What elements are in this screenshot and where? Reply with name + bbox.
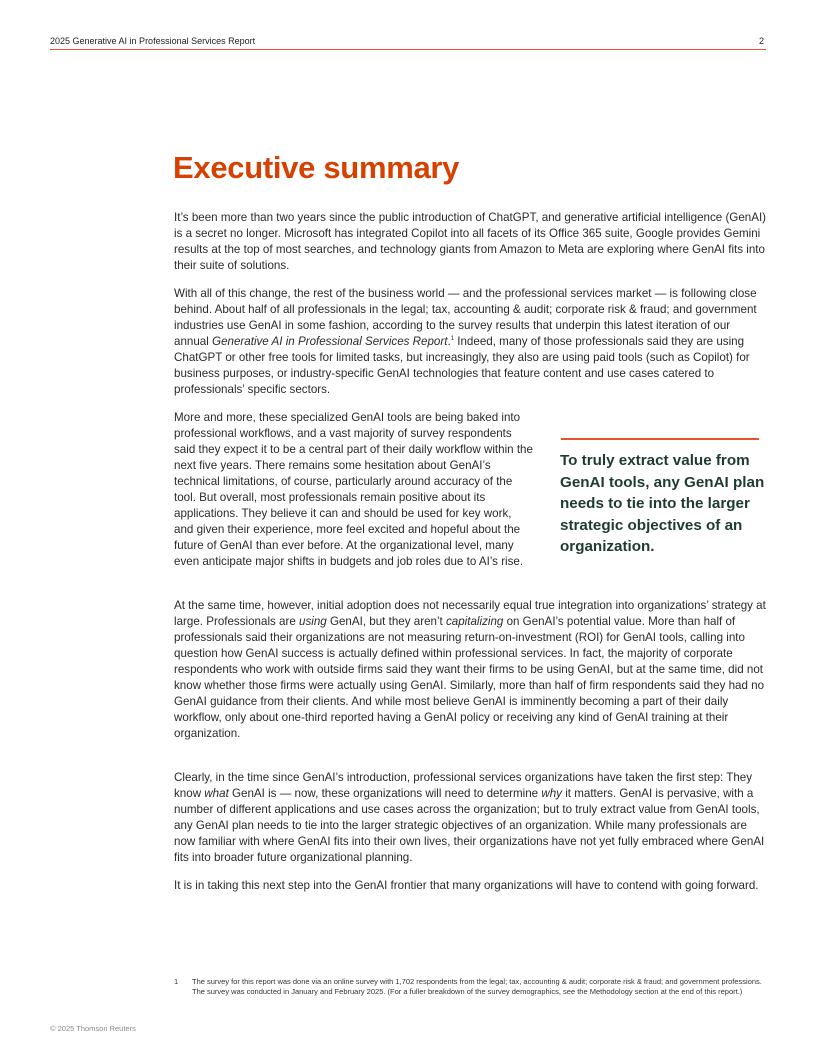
emphasis-using: using [299, 615, 327, 628]
paragraph-integration [174, 598, 768, 742]
text-run: GenAI is — now, these organizations will need to determine [228, 787, 542, 800]
footnote-number: 1 [174, 977, 179, 986]
pull-quote-rule [561, 438, 759, 440]
emphasis-capitalizing: capitalizing [445, 615, 504, 628]
text-run: Clearly, in the time since GenAI’s introduction, professional services organizations have taken the first step: They know [174, 771, 753, 800]
report-title-italic: Generative AI in Professional Services Report [212, 335, 448, 348]
page-title: Executive summary [173, 150, 460, 185]
text-run: At the same time, however, initial adoption does not necessarily equal true integration into organizations’ strategy at large. Professionals are [174, 599, 766, 628]
text-run: . [447, 335, 451, 348]
paragraph-closing: It is in taking this next step into the GenAI frontier that many organizations will have to contend with going forward. [174, 879, 759, 892]
emphasis-why: why [541, 787, 562, 800]
paragraph-intro: It’s been more than two years since the public introduction of ChatGPT, and generative artificial intelligence (GenAI) is a secret no longer. Microsoft has integrated Copilot into all facets of its Office 365 suite, Google provides Gemini results at the top of most searches, and technology giants from Amazon to Meta are exploring where GenAI fits into their suite of solutions. [174, 211, 767, 272]
pull-quote: To truly extract value from GenAI tools, any GenAI plan needs to tie into the larger strategic objectives of an organization. [560, 452, 765, 556]
header-divider [50, 49, 766, 50]
text-run: it matters. GenAI is pervasive, with a number of different applications and use cases across the organization; but to truly extract value from GenAI tools, any GenAI plan needs to tie into the larger strategic objectives of an organization. While many professionals are now familiar with where GenAI fits into their own lives, their organizations have not yet fully embraced where GenAI fits into broader future organizational planning. [174, 787, 765, 864]
text-run: on GenAI’s potential value. More than half of professionals said their organizations are not measuring return-on-investment (ROI) for GenAI tools, calling into question how GenAI success is actually defined within professional services. In fact, the majority of corporate respondents who work with outside firms said they want their firms to be using GenAI, but at the same time, did not know whether those firms were actually using GenAI. Similarly, more than half of firm respondents said they had no GenAI guidance from their clients. And while most believe GenAI is imminently becoming a part of their daily workflow, only about one-third reported having a GenAI policy or receiving any kind of GenAI training at their organization. [174, 615, 765, 740]
running-header-title: 2025 Generative AI in Professional Services Report [50, 36, 256, 46]
emphasis-what: what [204, 787, 229, 800]
paragraph-next-step [174, 770, 768, 866]
footnote-text: The survey for this report was done via an online survey with 1,702 respondents from the legal; tax, accounting & audit; corporate risk & fraud; and government professions. The survey was conducted in January and February 2025. (For a fuller breakdown of the survey demographics, see the Methodology section at the end of this report.) [192, 977, 762, 996]
page-number: 2 [758, 36, 764, 46]
copyright-notice: © 2025 Thomson Reuters [50, 1024, 136, 1033]
text-run: Indeed, many of those professionals said they are using ChatGPT or other free tools for limited tasks, but increasingly, they also are using paid tools (such as Copilot) for business purposes, or industry-specific GenAI technologies that feature content and use cases catered to professionals’ specific sectors. [174, 335, 750, 396]
text-run: With all of this change, the rest of the business world — and the professional services market — is following close behind. About half of all professionals in the legal; tax, accounting & audit; corporate risk & fraud; and government industries use GenAI in some fashion, according to the survey results that underpin this latest iteration of our annual [174, 287, 757, 348]
text-run: GenAI, but they aren’t [326, 615, 446, 628]
paragraph-specialized-tools: More and more, these specialized GenAI tools are being baked into professional workflows, and a vast majority of survey respondents said they expect it to be a central part of their daily workflow within the next five years. There remains some hesitation about GenAI’s technical limitations, of course, particularly around accuracy of the tool. But overall, most professionals remain positive about its applications. They believe it can and should be used for key work, and given their experience, more feel excited and hopeful about the future of GenAI than ever before. At the organizational level, many even anticipate major shifts in budgets and job roles due to AI’s rise. [174, 411, 533, 568]
paragraph-adoption [174, 286, 768, 398]
footnote-reference: 1 [450, 336, 455, 343]
